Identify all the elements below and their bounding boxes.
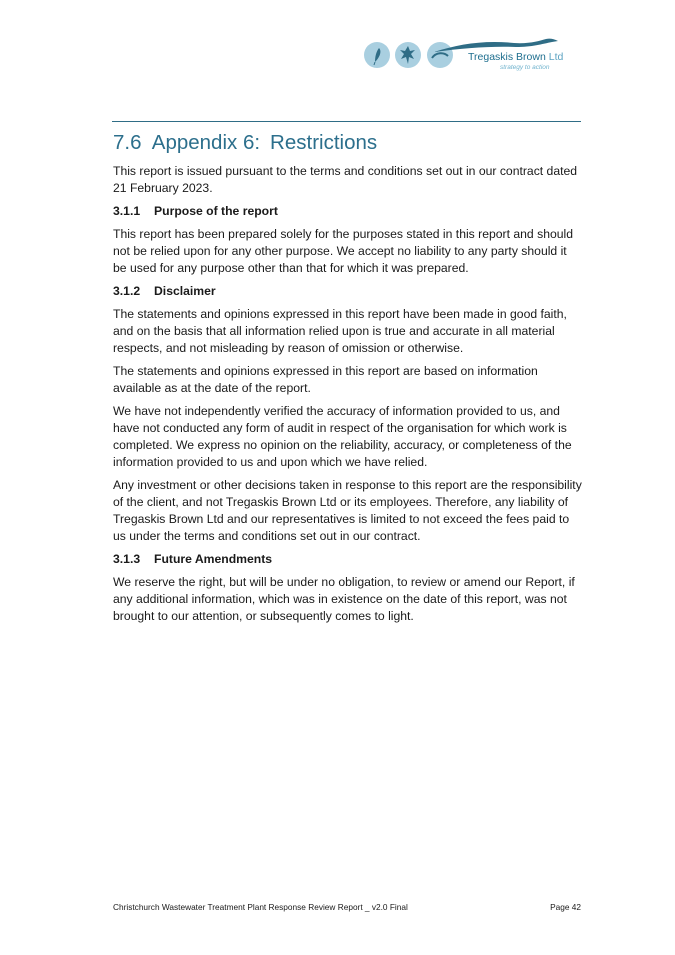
section-title: Disclaimer — [154, 284, 216, 298]
amendments-paragraph: We reserve the right, but will be under no obligation, to review or amend our Report, if any additional information, which was in existence on the date of this report, was not brought to our attention, or subsequently comes to light. — [113, 575, 575, 623]
purpose-paragraph: This report has been prepared solely for the purposes stated in this report and should not be relied upon for any other purpose. We accept no liability to any party should it be used for any purpose other than that for which it was prepared. — [113, 227, 574, 275]
page-content — [113, 130, 583, 631]
section-number: 3.1.3 — [113, 552, 141, 566]
intro-paragraph: This report is issued pursuant to the terms and conditions set out in our contract dated 21 February 2023. — [113, 164, 578, 195]
page-footer — [113, 902, 581, 912]
logo-brand-name: Tregaskis Brown — [468, 51, 546, 63]
logo-brand-text — [468, 51, 563, 63]
disclaimer-paragraph-1: The statements and opinions expressed in this report have been made in good faith, and on the basis that all information relied upon is true and accurate in all material respects, and not misleading by reason of omission or otherwise. — [113, 307, 567, 355]
section-number: 3.1.1 — [113, 204, 141, 218]
page-title — [113, 130, 583, 156]
disclaimer-paragraph-4: Any investment or other decisions taken in response to this report are the responsibility of the client, and not Tregaskis Brown Ltd or its employees. Therefore, any liability of Tregaskis Brown Ltd and our representatives is limited to not exceed the fees paid to us under the terms and conditions set out in our contract. — [113, 478, 582, 543]
section-heading-disclaimer — [113, 283, 583, 300]
logo-brand-ltd: Ltd — [548, 51, 564, 63]
appendix-title: Appendix 6: — [151, 131, 261, 154]
section-title: Future Amendments — [154, 552, 273, 566]
section-heading-amendments — [113, 551, 583, 568]
leaf-icon — [395, 42, 421, 68]
logo-tagline: strategy to action — [500, 64, 550, 71]
footer-document-title: Christchurch Wastewater Treatment Plant Response Review Report _ v2.0 Final — [113, 902, 408, 912]
header-divider — [112, 121, 581, 122]
appendix-title-suffix: Restrictions — [270, 131, 378, 154]
feather-icon — [364, 42, 390, 68]
section-number: 3.1.2 — [113, 284, 141, 298]
footer-page-number: Page 42 — [550, 902, 581, 912]
appendix-number: 7.6 — [113, 131, 142, 154]
disclaimer-paragraph-3: We have not independently verified the accuracy of information provided to us, and have not conducted any form of audit in respect of the organisation for which work is completed. We express no opinion on the reliability, accuracy, or completeness of the information provided to us and upon which we have relied. — [113, 404, 572, 469]
section-heading-purpose — [113, 203, 583, 220]
company-logo — [364, 38, 564, 78]
section-title: Purpose of the report — [154, 204, 278, 218]
disclaimer-paragraph-2: The statements and opinions expressed in this report are based on information available as at the date of the report. — [113, 364, 538, 395]
